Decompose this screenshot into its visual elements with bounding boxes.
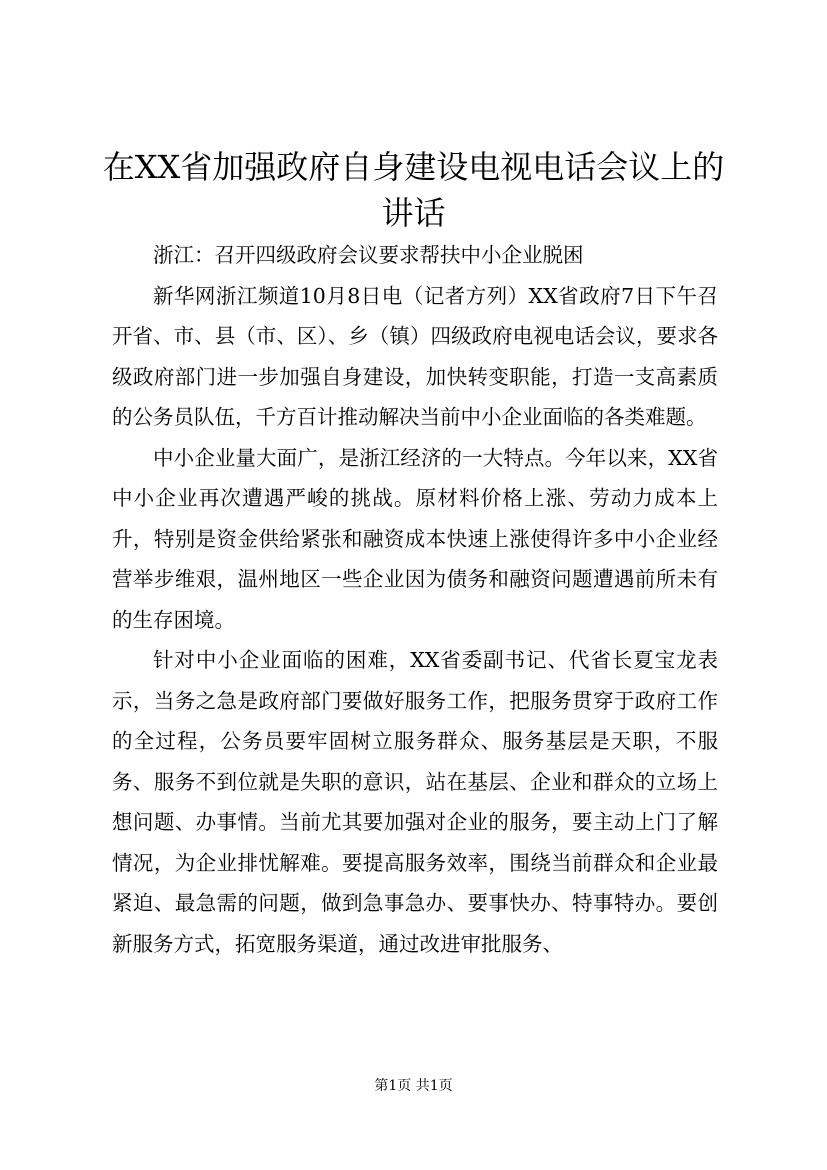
paragraph-3: 针对中小企业面临的困难，XX省委副书记、代省长夏宝龙表示，当务之急是政府部门要做好服务工作，把服务贯穿于政府工作的全过程，公务员要牢固树立服务群众、服务基层是天职，不服务、服务不到位就是失职的意识，站在基层、企业和群众的立场上想问题、办事情。当前尤其要加强对企业的服务，要主动上门了解情况，为企业排忧解难。要提高服务效率，围绕当前群众和企业最紧迫、最急需的问题，做到急事急办、要事快办、特事特办。要创新服务方式，拓宽服务渠道，通过改进审批服务、 — [112, 648, 718, 956]
document-title-line-1: 在XX省加强政府自身建设电视电话会议上的 — [102, 148, 725, 186]
document-body — [112, 235, 718, 964]
paragraph-2: 中小企业量大面广，是浙江经济的一大特点。今年以来，XX省中小企业再次遭遇严峻的挑战。原材料价格上涨、劳动力成本上升，特别是资金供给紧张和融资成本快速上涨使得许多中小企业经营举步维艰，温州地区一些企业因为债务和融资问题遭遇前所未有的生存困境。 — [112, 445, 718, 632]
paragraph-subtitle: 浙江：召开四级政府会议要求帮扶中小企业脱困 — [153, 243, 584, 267]
page-footer: 第1页 共1页 — [374, 1078, 453, 1094]
document-title-line-2: 讲话 — [381, 194, 446, 232]
paragraph-1: 新华网浙江频道10月8日电（记者方列）XX省政府7日下午召开省、市、县（市、区）、乡（镇）四级政府电视电话会议，要求各级政府部门进一步加强自身建设，加快转变职能，打造一支高素质的公务员队伍，千方百计推动解决当前中小企业面临的各类难题。 — [112, 283, 718, 429]
